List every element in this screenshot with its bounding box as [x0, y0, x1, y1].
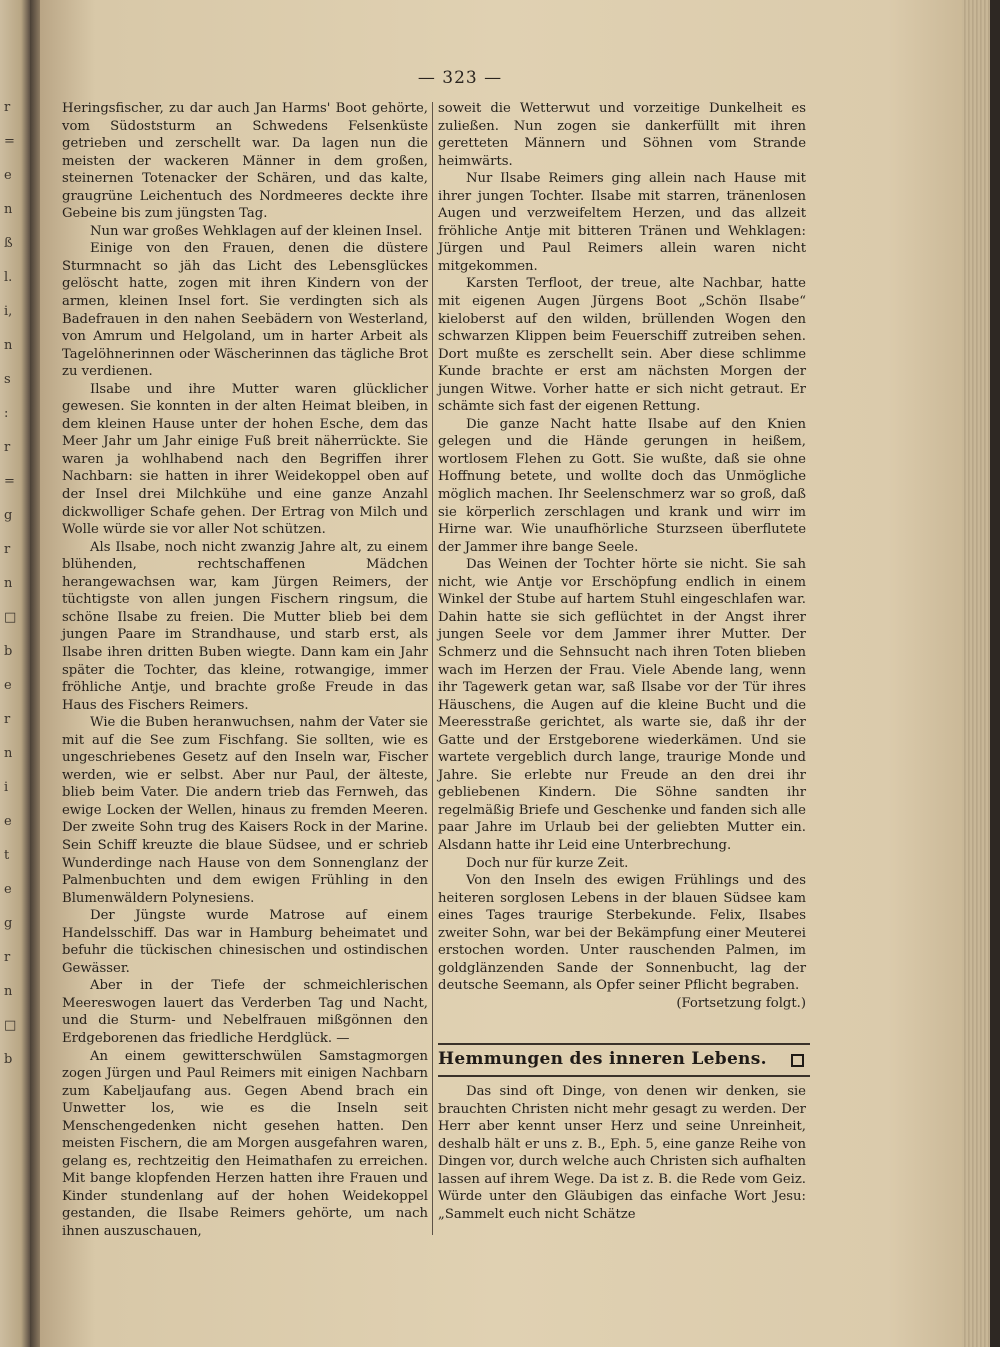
- margin-fragment: =: [4, 474, 15, 489]
- paragraph: Doch nur für kurze Zeit.: [466, 855, 629, 871]
- paragraph: soweit die Wetterwut und vorzeitige Dunkelheit es zuließen. Nun zogen sie dankerfüllt mit ihren geretteten Männern und Söhnen vom Strande heimwärts.: [438, 101, 806, 169]
- paragraph: Einige von den Frauen, denen die düstere Sturmnacht so jäh das Licht des Lebensglückes gelöscht hatte, zogen mit ihren Kindern von der armen, kleinen Insel fort. Sie verdingten sich als Badefrauen in den nahen Seebädern von Westerland, von Amrum und Helgoland, um in harter Arbeit als Tagelöhnerinnen oder Wäscherinnen das tägliche Brot zu verdienen.: [62, 241, 428, 380]
- paragraph: Nun war großes Wehklagen auf der kleinen Insel.: [90, 223, 423, 239]
- article-body: [438, 1083, 806, 1223]
- margin-fragment: □: [4, 610, 17, 625]
- paragraph: Aber in der Tiefe der schmeichlerischen Meereswogen lauert das Verderben Tag und Nacht, und die Sturm- und Nebelfrauen mißgönnen den Erdgeborenen das friedliche Herdglück. —: [62, 978, 428, 1046]
- margin-fragment: n: [4, 338, 13, 353]
- paragraph: Als Ilsabe, noch nicht zwanzig Jahre alt, zu einem blühenden, rechtschaffenen Mädchen herangewachsen war, kam Jürgen Reimers, der tüchtigste von allen jungen Fischern ringsum, die schöne Ilsabe zu freien. Die Mutter blieb bei dem jungen Paare im Strandhause, und starb erst, als Ilsabe ihren dritten Buben wiegte. Dann kam ein Jahr später die Tochter, das kleine, rotwangige, immer fröhliche Antje, und brachte große Freude in das Haus des Fischers Reimers.: [62, 539, 428, 713]
- facing-page-edge: [0, 0, 30, 1347]
- margin-fragment: n: [4, 984, 13, 999]
- margin-fragment: l.: [4, 270, 13, 285]
- page-number: — 323 —: [417, 68, 503, 88]
- margin-fragment: b: [4, 644, 13, 659]
- margin-fragment: r: [4, 542, 11, 557]
- article-heading-text: Hemmungen des inneren Lebens.: [438, 1049, 767, 1069]
- page: [40, 0, 962, 1347]
- book-gutter: [30, 0, 40, 1347]
- box-ornament-icon: [791, 1054, 804, 1067]
- paragraph: Das Weinen der Tochter hörte sie nicht. Sie sah nicht, wie Antje vor Erschöpfung endlich in einem Winkel der Stube auf hartem Stuhl eingeschlafen war. Dahin hatte sie sich geflüchtet in der Angst ihrer jungen Seele vor dem Jammer ihrer Mutter. Der Schmerz und die Sehnsucht nach ihren Toten blieben wach im Herzen der Frau. Viele Abende lang, wenn ihr Tagewerk getan war, saß Ilsabe vor der Tür ihres Häuschens, die Augen auf die kleine Bucht und die Meeresstraße gerichtet, als warte sie, daß ihr der Gatte und der Erstgeborene wiederkämen. Und sie wartete vergeblich durch lange, traurige Monde und Jahre. Sie erlebte nur Freude an den drei ihr gebliebenen Kindern. Die Söhne sandten ihr regelmäßig Briefe und Geschenke und fanden sich alle paar Jahre im Urlaub bei der geliebten Mutter ein. Alsdann hatte ihr Leid eine Unterbrechung.: [438, 557, 806, 853]
- margin-fragment: r: [4, 950, 11, 965]
- paragraph: Die ganze Nacht hatte Ilsabe auf den Knien gelegen und die Hände gerungen in heißem, wortlosem Flehen zu Gott. Sie wußte, daß sie ohne Hoffnung betete, und wollte doch das Unmögliche möglich machen. Ihr Seelenschmerz war so groß, daß sie körperlich zerschlagen und krank und wirr im Hirne war. Wie unaufhörliche Sturzseen überflutete der Jammer ihre bange Seele.: [438, 416, 806, 555]
- margin-fragment: e: [4, 678, 12, 693]
- continuation-note: (Fortsetzung folgt.): [676, 995, 806, 1011]
- margin-fragment: s: [4, 372, 11, 387]
- section-rule-top: [438, 1043, 810, 1045]
- margin-fragment: g: [4, 508, 13, 523]
- margin-fragment: i: [4, 780, 9, 795]
- margin-fragment: e: [4, 814, 12, 829]
- paragraph: Nur Ilsabe Reimers ging allein nach Hause mit ihrer jungen Tochter. Ilsabe mit starren, tränenlosen Augen und verzweifeltem Herzen, und das allzeit fröhliche Antje mit bitteren Tränen und Wehklagen: Jürgen und Paul Reimers allein waren nicht mitgekommen.: [438, 171, 806, 274]
- margin-fragment: =: [4, 134, 15, 149]
- paragraph: Ilsabe und ihre Mutter waren glücklicher gewesen. Sie konnten in der alten Heimat bleiben, in dem kleinen Hause unter der hohen Esche, dem das Meer Jahr um Jahr einige Fuß breit näherrückte. Sie waren ja wohlhabend nach den Begriffen ihrer Nachbarn: sie hatten in ihrer Weidekoppel oben auf der Insel drei Milchkühe und eine ganze Anzahl dickwolliger Schafe gehen. Der Ertrag von Milch und Wolle würde sie vor aller Not schützen.: [62, 381, 428, 538]
- margin-fragment: ß: [4, 236, 13, 251]
- column-divider: [432, 102, 433, 1235]
- margin-fragment: i,: [4, 304, 13, 319]
- paragraph: Wie die Buben heranwuchsen, nahm der Vater sie mit auf die See zum Fischfang. Sie sollten, wie es ungeschriebenes Gesetz auf den Inseln war, Fischer werden, wie er selbst. Aber nur Paul, der älteste, blieb beim Vater. Die andern trieb das Fernweh, das ewige Locken der Wellen, hinaus zu fremden Meeren. Der zweite Sohn trug des Kaisers Rock in der Marine. Sein Schiff kreuzte die blaue Südsee, und er schrieb Wunderdinge nach Hause von dem Sonnenglanz der Palmenbuchten und dem ewigen Frühling in den Blumenwäldern Polynesiens.: [62, 715, 428, 906]
- margin-fragment: g: [4, 916, 13, 931]
- paragraph: An einem gewitterschwülen Samstagmorgen zogen Jürgen und Paul Reimers mit einigen Nachbarn zum Kabeljaufang aus. Gegen Abend brach ein Unwetter los, wie es die Inseln seit Menschengedenken nicht gesehen hatten. Den meisten Fischern, die am Morgen ausgefahren waren, gelang es, rechtzeitig den Heimathafen zu erreichen. Mit bange klopfenden Herzen hatten ihre Frauen und Kinder stundenlang auf der hohen Weidekoppel gestanden, die Ilsabe Reimers gehörte, um nach ihnen auszuschauen,: [62, 1048, 428, 1239]
- margin-fragment: □: [4, 1018, 17, 1033]
- article-heading: [438, 1049, 810, 1069]
- margin-fragment: t: [4, 848, 10, 863]
- margin-fragment: n: [4, 746, 13, 761]
- page-edges: [962, 0, 1000, 1347]
- margin-fragment: e: [4, 882, 12, 897]
- margin-fragment: n: [4, 202, 13, 217]
- paragraph: Von den Inseln des ewigen Frühlings und des heiteren sorglosen Lebens in der blauen Südsee kam eines Tages traurige Sterbekunde. Felix, Ilsabes zweiter Sohn, war bei der Bekämpfung einer Meuterei erstochen worden. Unter rauschenden Palmen, im goldglänzenden Sande der Sonnenbucht, lag der deutsche Seemann, als Opfer seiner Pflicht begraben.: [438, 873, 806, 994]
- margin-fragment: :: [4, 406, 9, 421]
- margin-fragment: r: [4, 440, 11, 455]
- paragraph: Das sind oft Dinge, von denen wir denken, sie brauchten Christen nicht mehr gesagt zu werden. Der Herr aber kennt unser Herz und seine Unreinheit, deshalb hält er uns z. B., Eph. 5, eine ganze Reihe von Dingen vor, durch welche auch Christen sich aufhalten lassen auf ihrem Wege. Da ist z. B. die Rede vom Geiz. Würde unter den Gläubigen das einfache Wort Jesu: „Sammelt euch nicht Schätze: [438, 1084, 806, 1222]
- margin-fragment: r: [4, 712, 11, 727]
- left-column: [62, 100, 428, 1241]
- paragraph: Der Jüngste wurde Matrose auf einem Handelsschiff. Das war in Hamburg beheimatet und befuhr die tückischen chinesischen und ostindischen Gewässer.: [62, 908, 428, 976]
- margin-fragment: b: [4, 1052, 13, 1067]
- paragraph: Heringsfischer, zu dar auch Jan Harms' Boot gehörte, vom Südoststurm an Schwedens Felsenküste getrieben und zerschellt war. Da lagen nun die meisten der wackeren Männer in dem großen, steinernen Totenacker der Schären, und das kalte, graugrüne Leichentuch des Nordmeeres deckte ihre Gebeine bis zum jüngsten Tag.: [62, 101, 428, 222]
- margin-fragment: r: [4, 100, 11, 115]
- margin-fragment: n: [4, 576, 13, 591]
- right-column: [438, 100, 806, 1012]
- section-rule-bottom: [438, 1075, 810, 1077]
- paragraph: Karsten Terfloot, der treue, alte Nachbar, hatte mit eigenen Augen Jürgens Boot „Schön Ilsabe“ kieloberst auf den wilden, brüllenden Wogen den schwarzen Klippen beim Feuerschiff zutreiben sehen. Dort mußte es zerschellt sein. Aber diese schlimme Kunde brachte er erst am nächsten Morgen der jungen Witwe. Vorher hatte er sich nicht getraut. Er schämte sich fast der eigenen Rettung.: [438, 276, 806, 415]
- margin-fragment: e: [4, 168, 12, 183]
